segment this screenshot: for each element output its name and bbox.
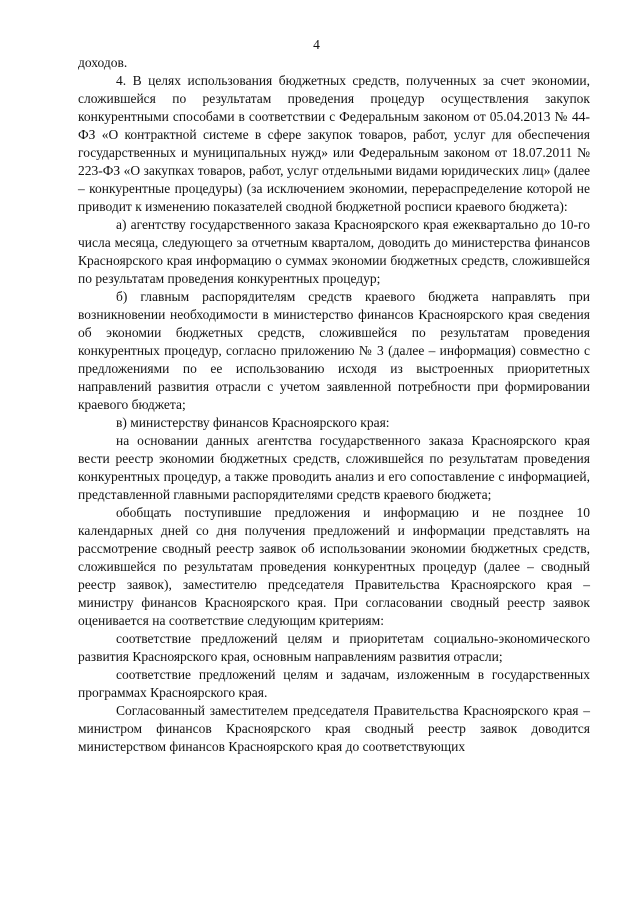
paragraph: соответствие предложений целям и задачам, изложенным в государственных программах Красноярского края.: [78, 667, 590, 700]
paragraph: 4. В целях использования бюджетных средств, полученных за счет экономии, сложившейся по результатам проведения процедур осуществления закупок конкурентными способами в соответствии с Федеральным законом от 05.04.2013 № 44-ФЗ «О контрактной системе в сфере закупок товаров, работ, услуг для обеспечения государственных и муниципальных нужд» или Федеральным законом от 18.07.2011 № 223-ФЗ «О закупках товаров, работ, услуг отдельными видами юридических лиц» (далее – конкурентные процедуры) (за исключением экономии, перераспределение которой не приводит к изменению показателей сводной бюджетной росписи краевого бюджета):: [78, 73, 590, 214]
page-number: 4: [313, 37, 320, 52]
paragraph: соответствие предложений целям и приоритетам социально-экономического развития Красноярского края, основным направлениям развития отрасли;: [78, 631, 590, 664]
document-body: [78, 54, 590, 756]
paragraph: Согласованный заместителем председателя Правительства Красноярского края – министром финансов Красноярского края сводный реестр заявок доводится министерством финансов Красноярского края до соответствующих: [78, 703, 590, 754]
paragraph: а) агентству государственного заказа Красноярского края ежеквартально до 10-го числа месяца, следующего за отчетным кварталом, доводить до министерства финансов Красноярского края информацию о суммах экономии бюджетных средств, сложившейся по результатам проведения конкурентных процедур;: [78, 217, 590, 286]
paragraph: б) главным распорядителям средств краевого бюджета направлять при возникновении необходимости в министерство финансов Красноярского края сведения об экономии бюджетных средств, сложившейся по результатам проведения конкурентных процедур, согласно приложению № 3 (далее – информация) совместно с предложениями по ее использованию исходя из выстроенных приоритетных направлений развития отрасли с учетом заявленной потребности при формировании краевого бюджета;: [78, 289, 590, 412]
paragraph: обобщать поступившие предложения и информацию и не позднее 10 календарных дней со дня получения предложений и информации представлять на рассмотрение сводный реестр заявок об использовании экономии бюджетных средств, сложившейся по результатам проведения конкурентных процедур (далее – сводный реестр заявок), заместителю председателя Правительства Красноярского края – министру финансов Красноярского края. При согласовании сводный реестр заявок оценивается на соответствие следующим критериям:: [78, 505, 590, 628]
paragraph: на основании данных агентства государственного заказа Красноярского края вести реестр экономии бюджетных средств, сложившейся по результатам проведения конкурентных процедур, а также проводить анализ и его сопоставление с информацией, представленной главными распорядителями средств краевого бюджета;: [78, 433, 590, 502]
paragraph: доходов.: [78, 55, 128, 70]
paragraph: в) министерству финансов Красноярского края:: [116, 415, 390, 430]
